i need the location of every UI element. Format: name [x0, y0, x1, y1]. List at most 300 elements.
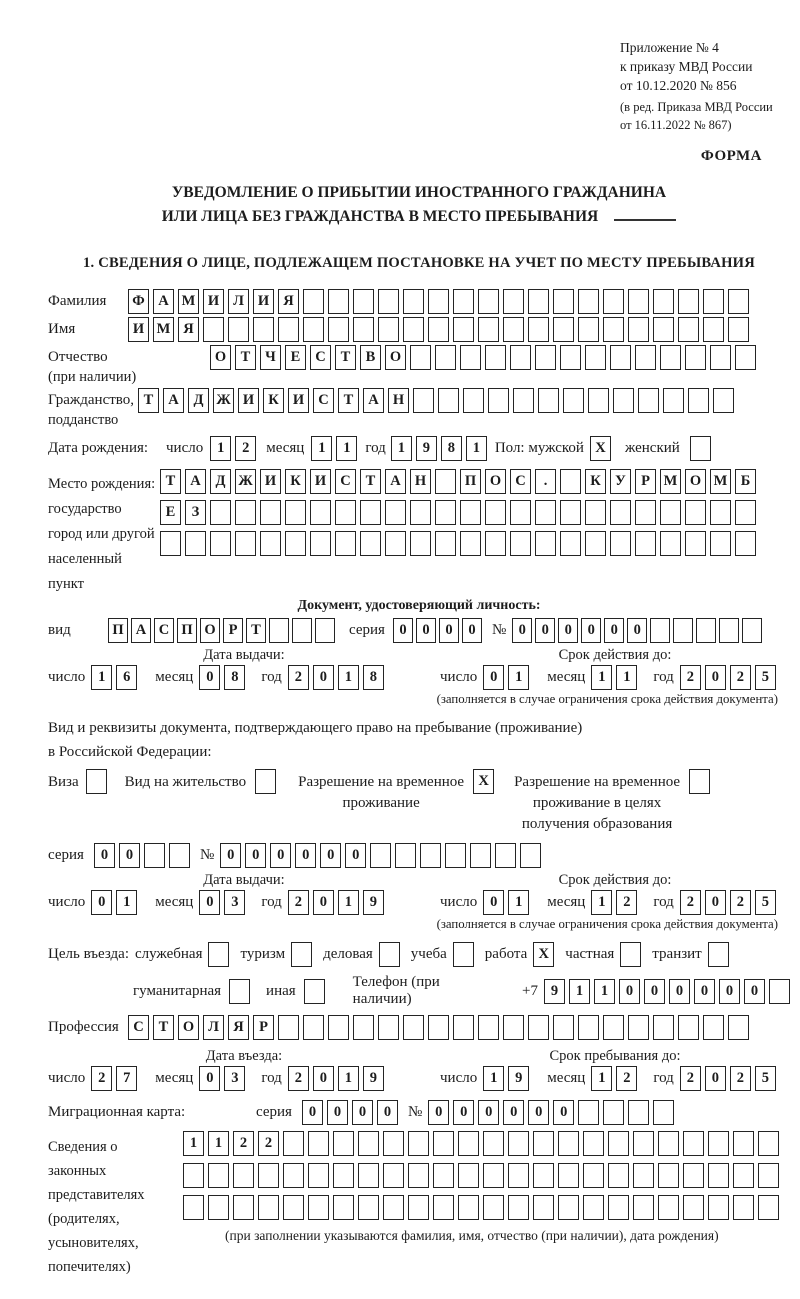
char-box[interactable] [638, 388, 659, 413]
char-box[interactable] [628, 289, 649, 314]
char-box[interactable] [688, 388, 709, 413]
char-box[interactable] [735, 500, 756, 525]
char-box[interactable] [653, 317, 674, 342]
char-box[interactable]: 2 [730, 1066, 751, 1091]
char-box[interactable] [495, 843, 516, 868]
char-box[interactable]: О [385, 345, 406, 370]
char-box[interactable] [708, 1131, 729, 1156]
char-box[interactable] [650, 618, 670, 643]
char-box[interactable] [278, 1015, 299, 1040]
char-box[interactable] [358, 1163, 379, 1188]
char-box[interactable]: 0 [320, 843, 341, 868]
char-box[interactable] [333, 1195, 354, 1220]
char-box[interactable] [458, 1163, 479, 1188]
char-box[interactable] [635, 500, 656, 525]
char-box[interactable]: 0 [313, 665, 334, 690]
char-box[interactable] [453, 1015, 474, 1040]
char-box[interactable] [660, 531, 681, 556]
char-box[interactable] [678, 289, 699, 314]
char-box[interactable] [408, 1131, 429, 1156]
char-box[interactable]: А [131, 618, 151, 643]
char-box[interactable]: 1 [616, 665, 637, 690]
char-box[interactable] [144, 843, 165, 868]
char-box[interactable]: 0 [478, 1100, 499, 1125]
char-box[interactable]: 2 [680, 1066, 701, 1091]
char-box[interactable] [733, 1131, 754, 1156]
char-box[interactable]: М [660, 469, 681, 494]
char-box[interactable] [578, 289, 599, 314]
char-box[interactable] [378, 317, 399, 342]
char-box[interactable]: Б [735, 469, 756, 494]
char-box[interactable] [735, 531, 756, 556]
char-box[interactable]: 9 [544, 979, 565, 1004]
char-box[interactable] [410, 500, 431, 525]
char-box[interactable] [458, 1131, 479, 1156]
char-box[interactable] [503, 317, 524, 342]
char-box[interactable] [535, 500, 556, 525]
char-box[interactable] [378, 289, 399, 314]
char-box[interactable] [685, 500, 706, 525]
char-box[interactable] [710, 500, 731, 525]
char-box[interactable]: О [200, 618, 220, 643]
char-box[interactable] [683, 1163, 704, 1188]
char-box[interactable]: 0 [705, 890, 726, 915]
char-box[interactable]: Р [253, 1015, 274, 1040]
char-box[interactable]: А [363, 388, 384, 413]
char-box[interactable] [420, 843, 441, 868]
char-box[interactable] [769, 979, 790, 1004]
char-box[interactable] [478, 289, 499, 314]
char-box[interactable] [603, 1015, 624, 1040]
char-box[interactable]: М [710, 469, 731, 494]
temp-residence-checkbox[interactable]: X [473, 769, 494, 794]
char-box[interactable]: 0 [503, 1100, 524, 1125]
char-box[interactable] [460, 500, 481, 525]
char-box[interactable] [470, 843, 491, 868]
char-box[interactable]: И [260, 469, 281, 494]
char-box[interactable]: К [285, 469, 306, 494]
char-box[interactable] [758, 1195, 779, 1220]
char-box[interactable]: . [535, 469, 556, 494]
char-box[interactable]: И [238, 388, 259, 413]
char-box[interactable]: 0 [428, 1100, 449, 1125]
char-box[interactable] [483, 1163, 504, 1188]
char-box[interactable] [292, 618, 312, 643]
char-box[interactable]: Е [285, 345, 306, 370]
char-box[interactable] [673, 618, 693, 643]
char-box[interactable] [658, 1131, 679, 1156]
char-box[interactable]: 2 [730, 890, 751, 915]
purpose-transit-checkbox[interactable] [708, 942, 729, 967]
char-box[interactable]: 0 [553, 1100, 574, 1125]
char-box[interactable] [285, 500, 306, 525]
char-box[interactable] [358, 1195, 379, 1220]
char-box[interactable] [628, 1100, 649, 1125]
char-box[interactable]: 1 [508, 890, 529, 915]
char-box[interactable]: 1 [338, 890, 359, 915]
char-box[interactable] [383, 1131, 404, 1156]
char-box[interactable] [403, 1015, 424, 1040]
char-box[interactable] [303, 289, 324, 314]
char-box[interactable] [433, 1195, 454, 1220]
char-box[interactable] [553, 289, 574, 314]
char-box[interactable] [378, 1015, 399, 1040]
char-box[interactable] [478, 317, 499, 342]
char-box[interactable] [503, 1015, 524, 1040]
char-box[interactable]: 2 [730, 665, 751, 690]
char-box[interactable] [510, 531, 531, 556]
char-box[interactable]: 9 [363, 1066, 384, 1091]
char-box[interactable] [335, 531, 356, 556]
char-box[interactable] [315, 618, 335, 643]
char-box[interactable] [428, 317, 449, 342]
char-box[interactable]: Д [210, 469, 231, 494]
char-box[interactable] [485, 500, 506, 525]
char-box[interactable]: И [128, 317, 149, 342]
char-box[interactable]: 3 [224, 890, 245, 915]
char-box[interactable]: Я [178, 317, 199, 342]
char-box[interactable]: А [163, 388, 184, 413]
char-box[interactable] [583, 1163, 604, 1188]
char-box[interactable] [278, 317, 299, 342]
char-box[interactable]: 0 [199, 1066, 220, 1091]
char-box[interactable]: 1 [508, 665, 529, 690]
char-box[interactable] [335, 500, 356, 525]
char-box[interactable]: 5 [755, 890, 776, 915]
char-box[interactable] [328, 289, 349, 314]
char-box[interactable]: 0 [705, 1066, 726, 1091]
char-box[interactable]: О [178, 1015, 199, 1040]
char-box[interactable] [710, 345, 731, 370]
char-box[interactable]: Т [153, 1015, 174, 1040]
char-box[interactable] [610, 345, 631, 370]
char-box[interactable] [520, 843, 541, 868]
char-box[interactable] [160, 531, 181, 556]
char-box[interactable] [628, 1015, 649, 1040]
char-box[interactable] [719, 618, 739, 643]
char-box[interactable]: Т [246, 618, 266, 643]
char-box[interactable] [283, 1131, 304, 1156]
char-box[interactable] [308, 1163, 329, 1188]
char-box[interactable] [353, 289, 374, 314]
char-box[interactable] [353, 317, 374, 342]
residence-permit-checkbox[interactable] [255, 769, 276, 794]
char-box[interactable] [658, 1163, 679, 1188]
char-box[interactable]: Н [410, 469, 431, 494]
char-box[interactable]: 2 [288, 665, 309, 690]
char-box[interactable]: К [263, 388, 284, 413]
char-box[interactable]: Ж [235, 469, 256, 494]
char-box[interactable] [233, 1195, 254, 1220]
char-box[interactable]: 2 [91, 1066, 112, 1091]
char-box[interactable]: 0 [313, 890, 334, 915]
char-box[interactable]: 0 [327, 1100, 348, 1125]
char-box[interactable] [658, 1195, 679, 1220]
char-box[interactable] [508, 1131, 529, 1156]
char-box[interactable]: 0 [744, 979, 765, 1004]
char-box[interactable] [408, 1163, 429, 1188]
temp-residence-education-checkbox[interactable] [689, 769, 710, 794]
char-box[interactable] [435, 500, 456, 525]
char-box[interactable]: 5 [755, 665, 776, 690]
char-box[interactable]: 2 [288, 1066, 309, 1091]
char-box[interactable]: 2 [680, 890, 701, 915]
char-box[interactable] [433, 1163, 454, 1188]
char-box[interactable]: 8 [441, 436, 462, 461]
char-box[interactable]: 2 [616, 890, 637, 915]
char-box[interactable]: 0 [439, 618, 459, 643]
gender-male-checkbox[interactable]: X [590, 436, 611, 461]
char-box[interactable]: М [153, 317, 174, 342]
char-box[interactable] [410, 531, 431, 556]
char-box[interactable] [610, 500, 631, 525]
char-box[interactable] [533, 1195, 554, 1220]
char-box[interactable]: 0 [644, 979, 665, 1004]
char-box[interactable] [608, 1131, 629, 1156]
char-box[interactable]: З [185, 500, 206, 525]
char-box[interactable] [560, 531, 581, 556]
char-box[interactable] [358, 1131, 379, 1156]
char-box[interactable]: Т [360, 469, 381, 494]
char-box[interactable] [428, 289, 449, 314]
char-box[interactable]: 0 [719, 979, 740, 1004]
char-box[interactable] [185, 531, 206, 556]
char-box[interactable]: Ф [128, 289, 149, 314]
char-box[interactable]: 0 [313, 1066, 334, 1091]
char-box[interactable] [485, 531, 506, 556]
char-box[interactable] [603, 289, 624, 314]
char-box[interactable]: У [610, 469, 631, 494]
char-box[interactable] [653, 1100, 674, 1125]
char-box[interactable] [510, 345, 531, 370]
char-box[interactable] [370, 843, 391, 868]
char-box[interactable] [603, 1100, 624, 1125]
char-box[interactable] [533, 1163, 554, 1188]
char-box[interactable] [333, 1163, 354, 1188]
char-box[interactable] [678, 317, 699, 342]
char-box[interactable] [633, 1195, 654, 1220]
char-box[interactable] [663, 388, 684, 413]
char-box[interactable]: Д [188, 388, 209, 413]
char-box[interactable] [653, 1015, 674, 1040]
char-box[interactable]: С [313, 388, 334, 413]
char-box[interactable]: 0 [94, 843, 115, 868]
char-box[interactable] [360, 531, 381, 556]
char-box[interactable] [528, 289, 549, 314]
char-box[interactable] [328, 317, 349, 342]
char-box[interactable]: 0 [627, 618, 647, 643]
char-box[interactable] [653, 289, 674, 314]
char-box[interactable] [608, 1195, 629, 1220]
char-box[interactable]: 8 [224, 665, 245, 690]
char-box[interactable] [258, 1195, 279, 1220]
char-box[interactable] [303, 1015, 324, 1040]
char-box[interactable] [633, 1131, 654, 1156]
char-box[interactable]: 1 [591, 890, 612, 915]
char-box[interactable] [503, 289, 524, 314]
char-box[interactable] [578, 317, 599, 342]
char-box[interactable] [733, 1195, 754, 1220]
char-box[interactable]: 0 [453, 1100, 474, 1125]
char-box[interactable] [603, 317, 624, 342]
char-box[interactable]: Я [228, 1015, 249, 1040]
char-box[interactable]: 1 [183, 1131, 204, 1156]
char-box[interactable] [558, 1131, 579, 1156]
char-box[interactable] [210, 531, 231, 556]
char-box[interactable] [445, 843, 466, 868]
char-box[interactable] [585, 500, 606, 525]
char-box[interactable] [463, 388, 484, 413]
char-box[interactable] [208, 1163, 229, 1188]
char-box[interactable]: Ч [260, 345, 281, 370]
char-box[interactable] [635, 531, 656, 556]
char-box[interactable] [233, 1163, 254, 1188]
char-box[interactable] [560, 469, 581, 494]
char-box[interactable] [208, 1195, 229, 1220]
char-box[interactable]: 2 [616, 1066, 637, 1091]
char-box[interactable] [703, 317, 724, 342]
char-box[interactable] [310, 500, 331, 525]
char-box[interactable]: 1 [466, 436, 487, 461]
char-box[interactable] [703, 289, 724, 314]
char-box[interactable] [360, 500, 381, 525]
char-box[interactable] [483, 1131, 504, 1156]
char-box[interactable]: С [154, 618, 174, 643]
char-box[interactable] [438, 388, 459, 413]
char-box[interactable]: 8 [363, 665, 384, 690]
char-box[interactable] [460, 531, 481, 556]
char-box[interactable]: 0 [245, 843, 266, 868]
char-box[interactable]: 0 [295, 843, 316, 868]
char-box[interactable]: Р [635, 469, 656, 494]
char-box[interactable] [758, 1131, 779, 1156]
char-box[interactable] [210, 500, 231, 525]
purpose-official-checkbox[interactable] [208, 942, 229, 967]
char-box[interactable] [183, 1195, 204, 1220]
char-box[interactable] [728, 289, 749, 314]
char-box[interactable] [608, 1163, 629, 1188]
char-box[interactable]: И [310, 469, 331, 494]
char-box[interactable] [483, 1195, 504, 1220]
char-box[interactable] [453, 289, 474, 314]
char-box[interactable]: А [185, 469, 206, 494]
char-box[interactable] [460, 345, 481, 370]
char-box[interactable] [183, 1163, 204, 1188]
char-box[interactable] [408, 1195, 429, 1220]
char-box[interactable] [578, 1015, 599, 1040]
char-box[interactable] [733, 1163, 754, 1188]
char-box[interactable] [533, 1131, 554, 1156]
purpose-other-checkbox[interactable] [304, 979, 325, 1004]
char-box[interactable] [610, 531, 631, 556]
char-box[interactable] [310, 531, 331, 556]
char-box[interactable] [235, 531, 256, 556]
char-box[interactable] [510, 500, 531, 525]
char-box[interactable] [485, 345, 506, 370]
char-box[interactable] [708, 1163, 729, 1188]
char-box[interactable]: 0 [302, 1100, 323, 1125]
char-box[interactable]: 0 [91, 890, 112, 915]
char-box[interactable] [303, 317, 324, 342]
char-box[interactable] [728, 317, 749, 342]
char-box[interactable] [635, 345, 656, 370]
char-box[interactable]: 1 [591, 1066, 612, 1091]
char-box[interactable] [528, 317, 549, 342]
char-box[interactable]: 1 [311, 436, 332, 461]
char-box[interactable]: К [585, 469, 606, 494]
char-box[interactable]: Т [235, 345, 256, 370]
char-box[interactable] [333, 1131, 354, 1156]
char-box[interactable] [283, 1195, 304, 1220]
char-box[interactable] [433, 1131, 454, 1156]
char-box[interactable] [558, 1195, 579, 1220]
char-box[interactable]: 2 [258, 1131, 279, 1156]
char-box[interactable] [458, 1195, 479, 1220]
char-box[interactable]: 0 [604, 618, 624, 643]
char-box[interactable]: 9 [363, 890, 384, 915]
char-box[interactable]: 1 [336, 436, 357, 461]
char-box[interactable] [203, 317, 224, 342]
char-box[interactable] [628, 317, 649, 342]
char-box[interactable]: И [288, 388, 309, 413]
char-box[interactable]: 9 [508, 1066, 529, 1091]
char-box[interactable] [385, 531, 406, 556]
char-box[interactable]: 0 [462, 618, 482, 643]
char-box[interactable]: В [360, 345, 381, 370]
char-box[interactable]: 5 [755, 1066, 776, 1091]
char-box[interactable]: 0 [558, 618, 578, 643]
char-box[interactable]: 0 [352, 1100, 373, 1125]
char-box[interactable] [558, 1163, 579, 1188]
char-box[interactable]: 0 [483, 890, 504, 915]
char-box[interactable] [742, 618, 762, 643]
char-box[interactable] [588, 388, 609, 413]
char-box[interactable] [583, 1131, 604, 1156]
char-box[interactable]: О [685, 469, 706, 494]
char-box[interactable]: 1 [483, 1066, 504, 1091]
purpose-business-checkbox[interactable] [379, 942, 400, 967]
char-box[interactable]: 1 [338, 1066, 359, 1091]
char-box[interactable] [758, 1163, 779, 1188]
char-box[interactable]: 1 [210, 436, 231, 461]
char-box[interactable] [585, 531, 606, 556]
char-box[interactable]: 2 [235, 436, 256, 461]
char-box[interactable] [735, 345, 756, 370]
char-box[interactable] [583, 1195, 604, 1220]
char-box[interactable] [553, 1015, 574, 1040]
char-box[interactable]: П [108, 618, 128, 643]
char-box[interactable]: 0 [669, 979, 690, 1004]
char-box[interactable]: А [153, 289, 174, 314]
char-box[interactable]: 0 [270, 843, 291, 868]
char-box[interactable] [435, 469, 456, 494]
char-box[interactable] [328, 1015, 349, 1040]
char-box[interactable] [696, 618, 716, 643]
char-box[interactable]: С [128, 1015, 149, 1040]
char-box[interactable]: 0 [528, 1100, 549, 1125]
char-box[interactable]: Н [388, 388, 409, 413]
purpose-private-checkbox[interactable] [620, 942, 641, 967]
char-box[interactable] [283, 1163, 304, 1188]
purpose-humanitarian-checkbox[interactable] [229, 979, 250, 1004]
char-box[interactable] [258, 1163, 279, 1188]
char-box[interactable] [508, 1163, 529, 1188]
char-box[interactable]: 1 [591, 665, 612, 690]
char-box[interactable]: 3 [224, 1066, 245, 1091]
char-box[interactable]: 1 [116, 890, 137, 915]
char-box[interactable] [395, 843, 416, 868]
char-box[interactable] [710, 531, 731, 556]
